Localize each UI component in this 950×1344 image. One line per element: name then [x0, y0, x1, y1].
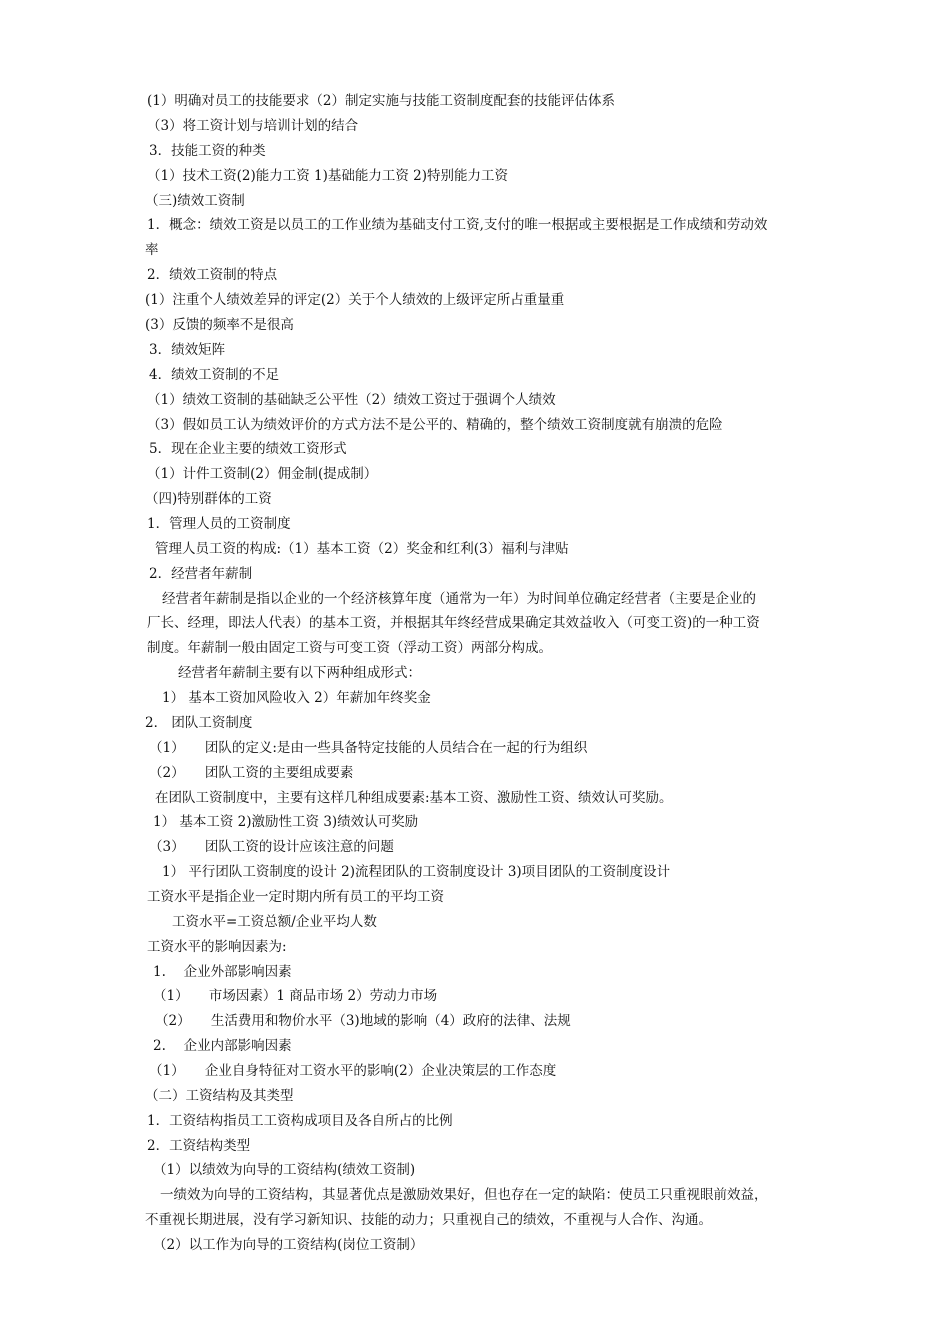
text-line: 2．绩效工资制的特点 — [147, 267, 278, 283]
text-line: 1．工资结构指员工工资构成项目及各自所占的比例 — [147, 1113, 453, 1129]
text-line: （1）以绩效为向导的工资结构(绩效工资制) — [153, 1162, 416, 1178]
text-line: 1） 基本工资 2)激励性工资 3)绩效认可奖励 — [153, 814, 419, 830]
text-line: 工资水平=工资总额/企业平均人数 — [172, 914, 377, 930]
text-line: 经营者年薪制主要有以下两种组成形式： — [178, 665, 421, 681]
text-line: （3）将工资计划与培训计划的结合 — [147, 118, 359, 134]
text-line: （1） 团队的定义:是由一些具备特定技能的人员结合在一起的行为组织 — [149, 740, 588, 756]
text-line: （3）假如员工认为绩效评价的方式方法不是公平的、精确的，整个绩效工资制度就有崩溃的危险 — [147, 417, 723, 433]
text-line: 制度。年薪制一般由固定工资与可变工资（浮动工资）两部分构成。 — [147, 640, 552, 656]
text-line: 3．绩效矩阵 — [149, 342, 226, 358]
text-line: 厂长、经理，即法人代表）的基本工资，并根据其年终经营成果确定其效益收入（可变工资)的一种工资 — [147, 615, 760, 631]
text-line: 在团队工资制度中，主要有这样几种组成要素:基本工资、激励性工资、绩效认可奖励。 — [155, 790, 673, 806]
text-line: 1．概念：绩效工资是以员工的工作业绩为基础支付工资,支付的唯一根据或主要根据是工作成绩和劳动效 — [147, 217, 768, 233]
text-line: (3）反馈的频率不是很高 — [145, 317, 294, 333]
text-line: （四)特别群体的工资 — [145, 491, 272, 507]
text-line: 4．绩效工资制的不足 — [149, 367, 280, 383]
text-line: 1） 平行团队工资制度的设计 2)流程团队的工资制度设计 3)项目团队的工资制度设计 — [162, 864, 671, 880]
text-line: (1）明确对员工的技能要求（2）制定实施与技能工资制度配套的技能评估体系 — [147, 93, 615, 109]
text-line: 2． 团队工资制度 — [145, 715, 253, 731]
text-line: 2．工资结构类型 — [147, 1138, 251, 1154]
text-line: 1．管理人员的工资制度 — [147, 516, 291, 532]
text-line: （1） 企业自身特征对工资水平的影响(2）企业决策层的工作态度 — [149, 1063, 557, 1079]
text-line: 2. 企业内部影响因素 — [153, 1038, 292, 1054]
text-line: 2．经营者年薪制 — [149, 566, 253, 582]
text-line: （3） 团队工资的设计应该注意的问题 — [149, 839, 394, 855]
text-line: (1）注重个人绩效差异的评定(2）关于个人绩效的上级评定所占重量重 — [145, 292, 565, 308]
text-line: 工资水平的影响因素为: — [147, 939, 287, 955]
text-line: （1） 市场因素）1 商品市场 2）劳动力市场 — [153, 988, 438, 1004]
text-line: 5．现在企业主要的绩效工资形式 — [149, 441, 347, 457]
text-line: （2）以工作为向导的工资结构(岗位工资制） — [153, 1237, 424, 1253]
text-line: （2） 生活费用和物价水平（3)地域的影响（4）政府的法律、法规 — [155, 1013, 571, 1029]
text-line: （2） 团队工资的主要组成要素 — [149, 765, 354, 781]
text-line: 一绩效为向导的工资结构，其显著优点是激励效果好，但也存在一定的缺陷：使员工只重视眼前效益， — [160, 1187, 768, 1203]
text-line: （1）技术工资(2)能力工资 1)基础能力工资 2)特别能力工资 — [147, 168, 509, 184]
text-line: 1） 基本工资加风险收入 2）年薪加年终奖金 — [162, 690, 431, 706]
text-line: 经营者年薪制是指以企业的一个经济核算年度（通常为一年）为时间单位确定经营者（主要是企业的 — [162, 591, 756, 607]
text-line: （二）工资结构及其类型 — [145, 1088, 294, 1104]
text-line: 1. 企业外部影响因素 — [153, 964, 292, 980]
text-line: （三)绩效工资制 — [145, 193, 245, 209]
text-line: （1）绩效工资制的基础缺乏公平性（2）绩效工资过于强调个人绩效 — [147, 392, 556, 408]
text-line: 不重视长期进展，没有学习新知识、技能的动力；只重视自己的绩效，不重视与人合作、沟通。 — [145, 1212, 712, 1228]
text-line: 工资水平是指企业一定时期内所有员工的平均工资 — [147, 889, 444, 905]
text-line: 3．技能工资的种类 — [149, 143, 266, 159]
text-line: （1）计件工资制(2）佣金制(提成制） — [147, 466, 378, 482]
text-line: 管理人员工资的构成:（1）基本工资（2）奖金和红利(3）福利与津贴 — [155, 541, 569, 557]
text-line: 率 — [145, 242, 159, 258]
